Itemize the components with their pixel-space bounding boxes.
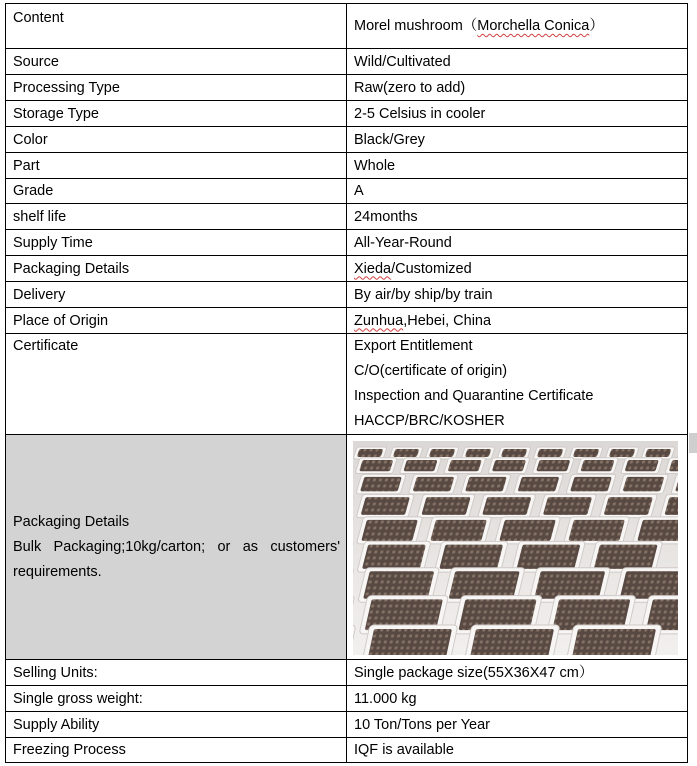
table-row — [6, 282, 688, 308]
morel-cluster — [625, 459, 659, 470]
certificate-list — [347, 334, 688, 435]
morel-cluster — [604, 497, 653, 515]
row-label: Supply Time — [6, 230, 347, 256]
morel-cluster — [465, 476, 507, 491]
row-value: Wild/Cultivated — [347, 49, 688, 75]
table-row — [6, 101, 688, 127]
morel-tray-photo — [353, 441, 678, 655]
row-label: shelf life — [6, 204, 347, 230]
morel-cluster — [543, 497, 592, 515]
morel-cluster — [534, 571, 605, 599]
table-row — [6, 204, 688, 230]
table-row — [6, 127, 688, 153]
row-value: By air/by ship/by train — [347, 282, 688, 308]
row-value: A — [347, 179, 688, 204]
value-text-underlined: Zunhua — [354, 312, 404, 329]
morel-cluster — [482, 497, 531, 515]
row-value: 11.000 kg — [347, 686, 688, 712]
morel-cluster — [357, 449, 384, 457]
value-text-underlined: Xieda — [354, 260, 392, 277]
row-label: Grade — [6, 179, 347, 204]
certificate-item: Inspection and Quarantine Certificate — [354, 388, 594, 404]
morel-cluster — [393, 449, 420, 457]
row-value: Whole — [347, 153, 688, 179]
row-label: Source — [6, 49, 347, 75]
row-value: Black/Grey — [347, 127, 688, 153]
morel-cluster — [449, 571, 520, 599]
table-row — [6, 230, 688, 256]
morel-cluster — [403, 459, 437, 470]
row-value — [347, 256, 688, 282]
morel-cluster — [568, 519, 625, 540]
table-row — [6, 738, 688, 763]
morel-cluster — [430, 519, 487, 540]
row-label: Color — [6, 127, 347, 153]
table-row — [6, 75, 688, 101]
morel-cluster — [623, 476, 665, 491]
morel-cluster — [367, 629, 452, 655]
row-label: Supply Ability — [6, 712, 347, 738]
certificate-row — [6, 334, 688, 435]
morel-cluster — [573, 449, 600, 457]
table-row — [6, 660, 688, 686]
morel-cluster — [571, 629, 656, 655]
morel-cluster — [594, 544, 658, 568]
table-row — [6, 712, 688, 738]
certificate-item: C/O(certificate of origin) — [354, 363, 508, 379]
row-value: Raw(zero to add) — [347, 75, 688, 101]
packaging-text: Bulk Packaging;10kg/carton; or as customers' requirements. — [13, 538, 340, 580]
row-value: 2-5 Celsius in cooler — [347, 101, 688, 127]
row-label: Part — [6, 153, 347, 179]
value-text: ） — [589, 18, 604, 34]
morel-cluster — [501, 449, 528, 457]
morel-cluster — [492, 459, 526, 470]
morel-cluster — [448, 459, 482, 470]
row-label: Storage Type — [6, 101, 347, 127]
morel-cluster — [429, 449, 456, 457]
morel-cluster — [465, 449, 492, 457]
table-row — [6, 179, 688, 204]
row-label: Delivery — [6, 282, 347, 308]
row-value: 24months — [347, 204, 688, 230]
morel-cluster — [469, 629, 554, 655]
row-value: Single package size(55X36X47 cm） — [347, 660, 688, 686]
row-value — [347, 308, 688, 334]
morel-cluster — [499, 519, 556, 540]
morel-cluster — [517, 544, 581, 568]
packaging-photo-cell — [347, 435, 688, 660]
row-value — [347, 4, 688, 49]
row-value: IQF is available — [347, 738, 688, 763]
packaging-title: Packaging Details — [13, 513, 130, 530]
row-label: Single gross weight: — [6, 686, 347, 712]
morel-cluster — [413, 476, 455, 491]
morel-cluster — [537, 449, 564, 457]
row-label: Selling Units: — [6, 660, 347, 686]
row-label: Processing Type — [6, 75, 347, 101]
morel-cluster — [439, 544, 503, 568]
value-text: /Customized — [391, 260, 472, 277]
morel-cluster — [609, 449, 636, 457]
row-label: Freezing Process — [6, 738, 347, 763]
table-row — [6, 686, 688, 712]
certificate-item: HACCP/BRC/KOSHER — [354, 413, 505, 429]
row-label: Packaging Details — [6, 256, 347, 282]
morel-cluster — [361, 497, 410, 515]
row-value: All-Year-Round — [347, 230, 688, 256]
morel-cluster — [637, 519, 678, 540]
table-row — [6, 308, 688, 334]
value-text: ,Hebei, China — [403, 312, 492, 329]
row-label: Place of Origin — [6, 308, 347, 334]
table-row — [6, 153, 688, 179]
packaging-details-cell — [6, 435, 347, 660]
morel-cluster — [421, 497, 470, 515]
morel-cluster — [359, 459, 393, 470]
table-row — [6, 49, 688, 75]
morel-cluster — [363, 571, 434, 599]
table-row — [6, 256, 688, 282]
morel-cluster — [361, 519, 418, 540]
packaging-row — [6, 435, 688, 660]
morel-cluster — [620, 571, 678, 599]
morel-cluster — [536, 459, 570, 470]
morel-cluster — [645, 449, 672, 457]
morel-cluster — [518, 476, 560, 491]
morel-cluster — [580, 459, 614, 470]
row-value: 10 Ton/Tons per Year — [347, 712, 688, 738]
certificate-label: Certificate — [6, 334, 347, 435]
value-text-underlined: Morchella Conica — [477, 18, 590, 34]
table-row — [6, 4, 688, 49]
certificate-item: Export Entitlement — [354, 338, 473, 354]
scroll-marker — [689, 433, 697, 453]
morel-cluster — [360, 476, 402, 491]
morel-cluster — [362, 544, 426, 568]
row-label: Content — [6, 4, 347, 49]
product-spec-table — [5, 3, 688, 763]
morel-cluster — [570, 476, 612, 491]
value-text: Morel mushroom（ — [354, 18, 478, 34]
